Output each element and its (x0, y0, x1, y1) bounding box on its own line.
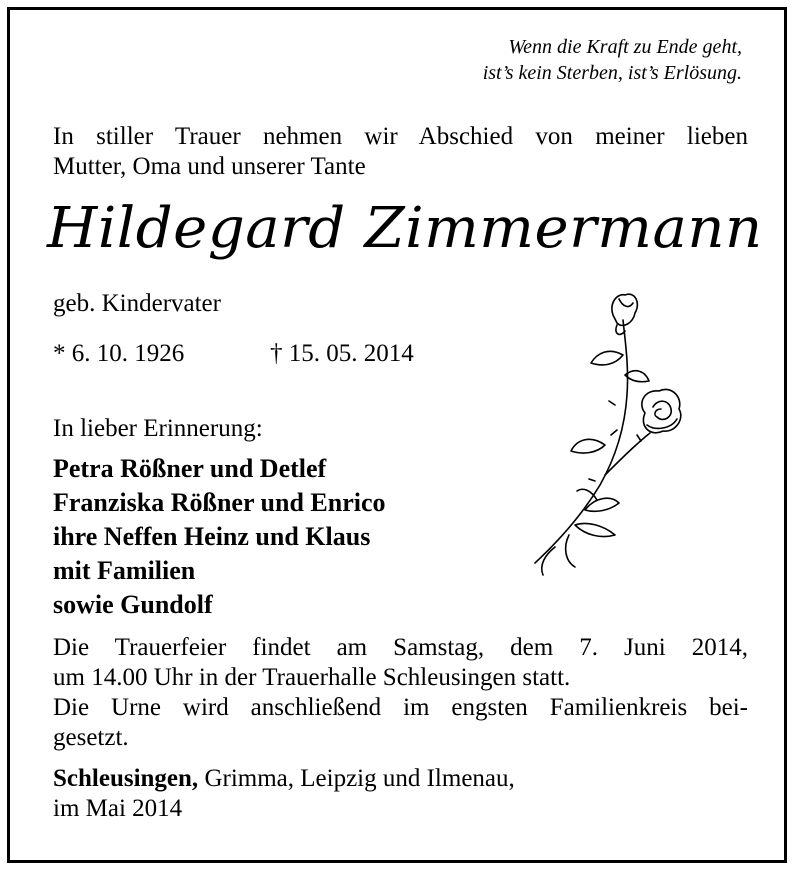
ceremony-line-3: Die Urne wird anschließend im engsten Familienkreis bei- (53, 694, 748, 721)
intro-text (53, 122, 748, 182)
mourner-line: sowie Gundolf (53, 590, 213, 619)
ceremony-info (53, 633, 748, 753)
deceased-name: Hildegard Zimmermann (47, 196, 763, 261)
mourners-list (53, 452, 386, 622)
ceremony-line-1: Die Trauerfeier findet am Samstag, dem 7. Juni 2014, (53, 634, 748, 661)
places-other: Grimma, Leipzig und Ilmenau, (198, 765, 515, 792)
motto-quote (483, 34, 742, 86)
motto-line-1: Wenn die Kraft zu Ende geht, (508, 36, 742, 58)
place-main: Schleusingen, (53, 765, 199, 792)
intro-line-1: In stiller Trauer nehmen wir Abschied von meiner lieben (53, 123, 748, 150)
birth-date: * 6. 10. 1926 (53, 340, 185, 367)
places-line (53, 764, 515, 794)
motto-line-2: ist’s kein Sterben, ist’s Erlösung. (482, 62, 742, 84)
rose-drawing-icon (525, 285, 695, 585)
ceremony-line-4: gesetzt. (53, 724, 129, 751)
mourner-line: mit Familien (53, 556, 196, 585)
place-and-date (53, 764, 515, 824)
birth-name: geb. Kindervater (53, 290, 221, 317)
mourner-line: Petra Rößner und Detlef (53, 454, 327, 483)
ceremony-line-2: um 14.00 Uhr in der Trauerhalle Schleusingen statt. (53, 664, 571, 691)
intro-line-2: Mutter, Oma und unserer Tante (53, 153, 366, 180)
death-date: † 15. 05. 2014 (270, 340, 414, 367)
memory-label: In lieber Erinnerung: (53, 415, 263, 442)
notice-date: im Mai 2014 (53, 795, 183, 822)
mourner-line: ihre Neffen Heinz und Klaus (53, 522, 371, 551)
mourner-line: Franziska Rößner und Enrico (53, 488, 386, 517)
